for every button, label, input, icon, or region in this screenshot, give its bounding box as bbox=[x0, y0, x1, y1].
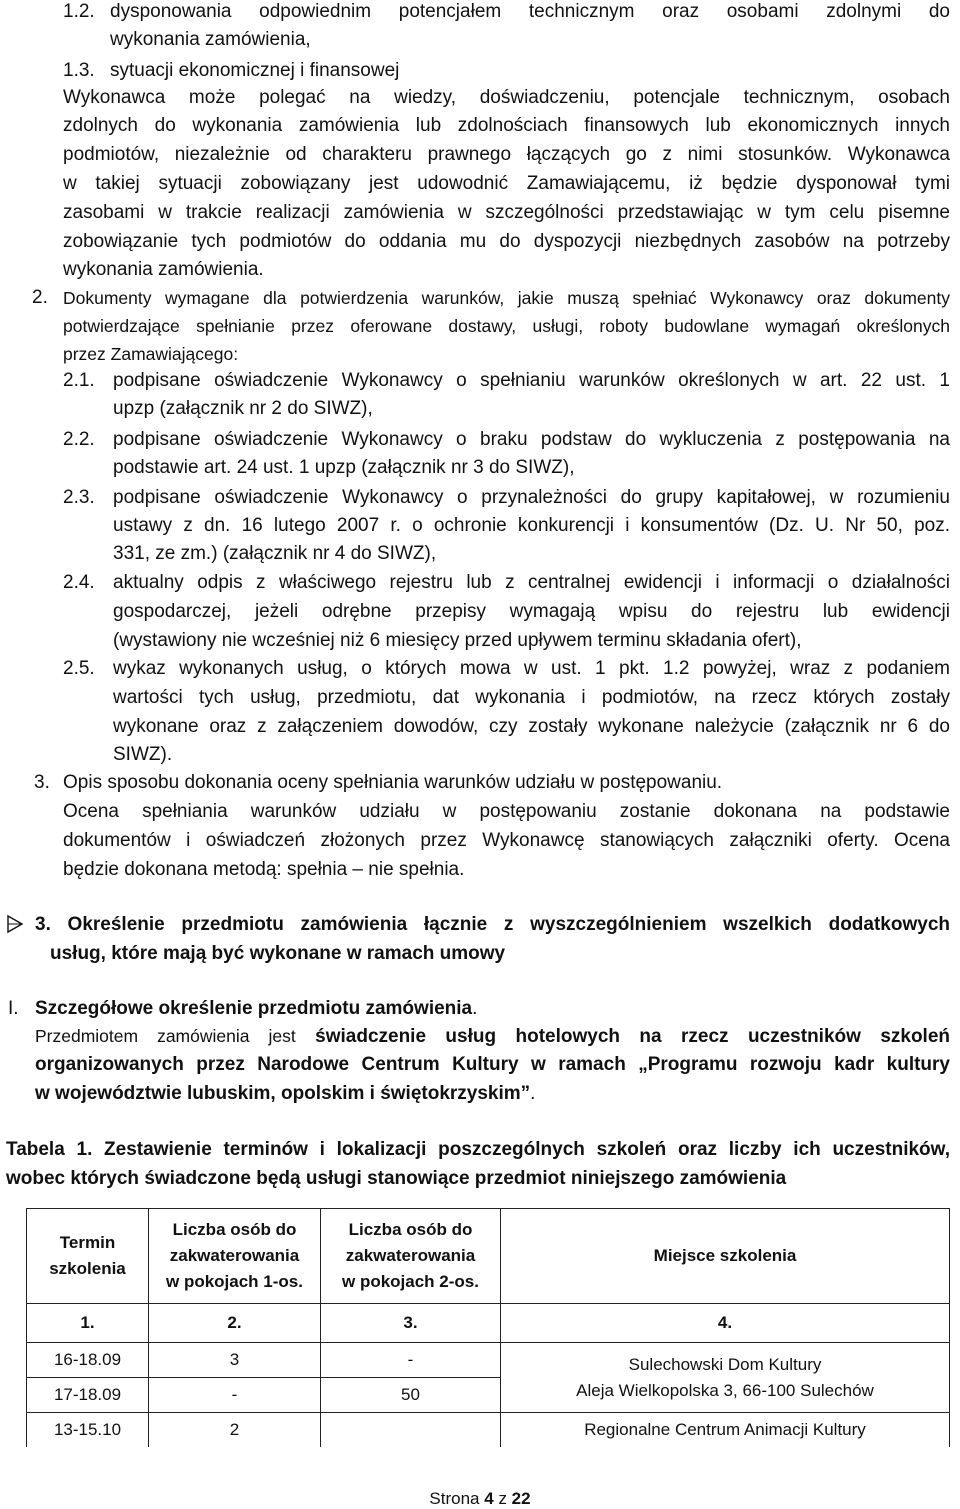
item-text: wykaz wykonanych usług, o których mowa w ust. 1 pkt. 1.2 powyżej, wraz z podaniem bbox=[113, 658, 950, 679]
section-number: 2. bbox=[32, 287, 48, 308]
item-text: podpisane oświadczenie Wykonawcy o spełnianiu warunków określonych w art. 22 ust. 1 bbox=[113, 370, 950, 391]
single-count-cell: - bbox=[149, 1378, 321, 1413]
table-row bbox=[27, 1413, 950, 1448]
item-text: aktualny odpis z właściwego rejestru lub z centralnej ewidencji i informacji o działalności bbox=[113, 572, 950, 593]
heading-line: 3. Określenie przedmiotu zamówienia łącznie z wyszczególnieniem wszelkich dodatkowych bbox=[35, 914, 950, 935]
table-caption: wobec których świadczone będą usługi stanowiące przedmiot niniejszego zamówienia bbox=[6, 1168, 787, 1189]
item-number: 2.1. bbox=[63, 370, 95, 391]
section-text: Ocena spełniania warunków udziału w postępowaniu zostanie dokonana na podstawie bbox=[63, 801, 950, 822]
item-number: 2.5. bbox=[63, 658, 95, 679]
section-text: Dokumenty wymagane dla potwierdzenia warunków, jakie muszą spełniać Wykonawcy oraz dokumenty bbox=[63, 288, 950, 308]
table-header-single-rooms: Liczba osób do zakwaterowania w pokojach 1-os. bbox=[149, 1209, 321, 1304]
table-number-cell: 3. bbox=[321, 1304, 501, 1343]
paragraph-line: zobowiązanie tych podmiotów do oddania mu do dyspozycji niezbędnych zasobów na potrzeby bbox=[63, 231, 950, 252]
table-number-cell: 2. bbox=[149, 1304, 321, 1343]
item-number: 1.2. bbox=[63, 1, 95, 22]
item-text: wykonane oraz z załączeniem dowodów, czy zostały wykonane należycie (załącznik nr 6 do bbox=[113, 716, 950, 737]
paragraph-line: w takiej sytuacji zobowiązany jest udowodnić Zamawiającemu, iż będzie dysponował tymi bbox=[63, 173, 950, 194]
table-header-double-rooms: Liczba osób do zakwaterowania w pokojach 2-os. bbox=[321, 1209, 501, 1304]
paragraph-line: Przedmiotem zamówienia jest świadczenie usług hotelowych na rzecz uczestników szkoleń bbox=[35, 1026, 951, 1047]
section-title: Szczegółowe określenie przedmiotu zamówienia. bbox=[35, 998, 478, 1019]
paragraph-line: wykonania zamówienia. bbox=[63, 259, 264, 280]
paragraph-line: zasobami w trakcie realizacji zamówienia w szczególności przedstawiając w tym celu pisemne bbox=[63, 202, 950, 223]
item-text: gospodarczej, jeżeli odrębne przepisy wymagają wpisu do rejestru lub ewidencji bbox=[113, 601, 950, 622]
item-text: podpisane oświadczenie Wykonawcy o braku podstaw do wykluczenia z postępowania na bbox=[113, 429, 950, 450]
section-text: potwierdzające spełnianie przez oferowane dostawy, usługi, roboty budowlane wymagań określonych bbox=[63, 316, 950, 336]
item-text: podpisane oświadczenie Wykonawcy o przynależności do grupy kapitałowej, w rozumieniu bbox=[113, 487, 950, 508]
heading-line: usług, które mają być wykonane w ramach umowy bbox=[50, 943, 506, 964]
item-text: (wystawiony nie wcześniej niż 6 miesięcy przed upływem terminu składania ofert), bbox=[113, 630, 802, 651]
item-number: 2.4. bbox=[63, 572, 95, 593]
item-text: SIWZ). bbox=[113, 744, 173, 765]
table-header-place: Miejsce szkolenia bbox=[501, 1209, 950, 1304]
table-number-cell: 1. bbox=[27, 1304, 149, 1343]
item-text: sytuacji ekonomicznej i finansowej bbox=[110, 60, 400, 81]
single-count-cell: 2 bbox=[149, 1413, 321, 1448]
item-number: 1.3. bbox=[63, 60, 95, 81]
table-header-term: Termin szkolenia bbox=[27, 1209, 149, 1304]
paragraph-line: Wykonawca może polegać na wiedzy, doświadczeniu, potencjale technicznym, osobach bbox=[63, 87, 950, 108]
place-cell: Regionalne Centrum Animacji Kultury bbox=[501, 1413, 950, 1448]
item-text: upzp (załącznik nr 2 do SIWZ), bbox=[113, 398, 373, 419]
item-text: ustawy z dn. 16 lutego 2007 r. o ochronie konkurencji i konsumentów (Dz. U. Nr 50, poz. bbox=[113, 515, 950, 536]
place-cell: Sulechowski Dom Kultury Aleja Wielkopolska 3, 66-100 Sulechów bbox=[501, 1343, 950, 1413]
arrow-bullet-icon bbox=[6, 914, 26, 934]
page-footer: Strona 4 z 22 bbox=[429, 1489, 531, 1508]
item-text: wykonania zamówienia, bbox=[110, 29, 311, 50]
section-number: I. bbox=[8, 998, 19, 1019]
double-count-cell: - bbox=[321, 1343, 501, 1378]
single-count-cell: 3 bbox=[149, 1343, 321, 1378]
paragraph-line: zdolnych do wykonania zamówienia lub zdolnościach finansowych lub ekonomicznych innych bbox=[63, 115, 950, 136]
section-text: dokumentów i oświadczeń złożonych przez Wykonawcę stanowiących załączniki oferty. Ocena bbox=[63, 830, 950, 851]
table-caption: Tabela 1. Zestawienie terminów i lokalizacji poszczególnych szkoleń oraz liczby ich uczestników, bbox=[6, 1139, 950, 1160]
section-title: Opis sposobu dokonania oceny spełniania warunków udziału w postępowaniu. bbox=[63, 772, 723, 793]
item-text: podstawie art. 24 ust. 1 upzp (załącznik nr 3 do SIWZ), bbox=[113, 457, 575, 478]
paragraph-line: organizowanych przez Narodowe Centrum Kultury w ramach „Programu rozwoju kadr kultury bbox=[35, 1054, 950, 1075]
item-text: dysponowania odpowiednim potencjałem technicznym oraz osobami zdolnymi do bbox=[110, 1, 950, 22]
item-number: 2.3. bbox=[63, 487, 95, 508]
double-count-cell bbox=[321, 1413, 501, 1448]
double-count-cell: 50 bbox=[321, 1378, 501, 1413]
item-number: 2.2. bbox=[63, 429, 95, 450]
paragraph-line: w województwie lubuskim, opolskim i świętokrzyskim”. bbox=[35, 1083, 536, 1104]
section-text: przez Zamawiającego: bbox=[63, 344, 239, 364]
section-text: będzie dokonana metodą: spełnia – nie spełnia. bbox=[63, 859, 465, 880]
table-number-cell: 4. bbox=[501, 1304, 950, 1343]
paragraph-line: podmiotów, niezależnie od charakteru prawnego łączących go z nimi stosunków. Wykonawca bbox=[63, 144, 950, 165]
schedule-table bbox=[26, 1208, 950, 1447]
item-text: wartości tych usług, przedmiotu, dat wykonania i podmiotów, na rzecz których zostały bbox=[113, 687, 950, 708]
term-cell: 16-18.09 bbox=[27, 1343, 149, 1378]
item-text: 331, ze zm.) (załącznik nr 4 do SIWZ), bbox=[113, 543, 437, 564]
term-cell: 13-15.10 bbox=[27, 1413, 149, 1448]
term-cell: 17-18.09 bbox=[27, 1378, 149, 1413]
section-number: 3. bbox=[34, 772, 50, 793]
table-row bbox=[27, 1343, 950, 1378]
